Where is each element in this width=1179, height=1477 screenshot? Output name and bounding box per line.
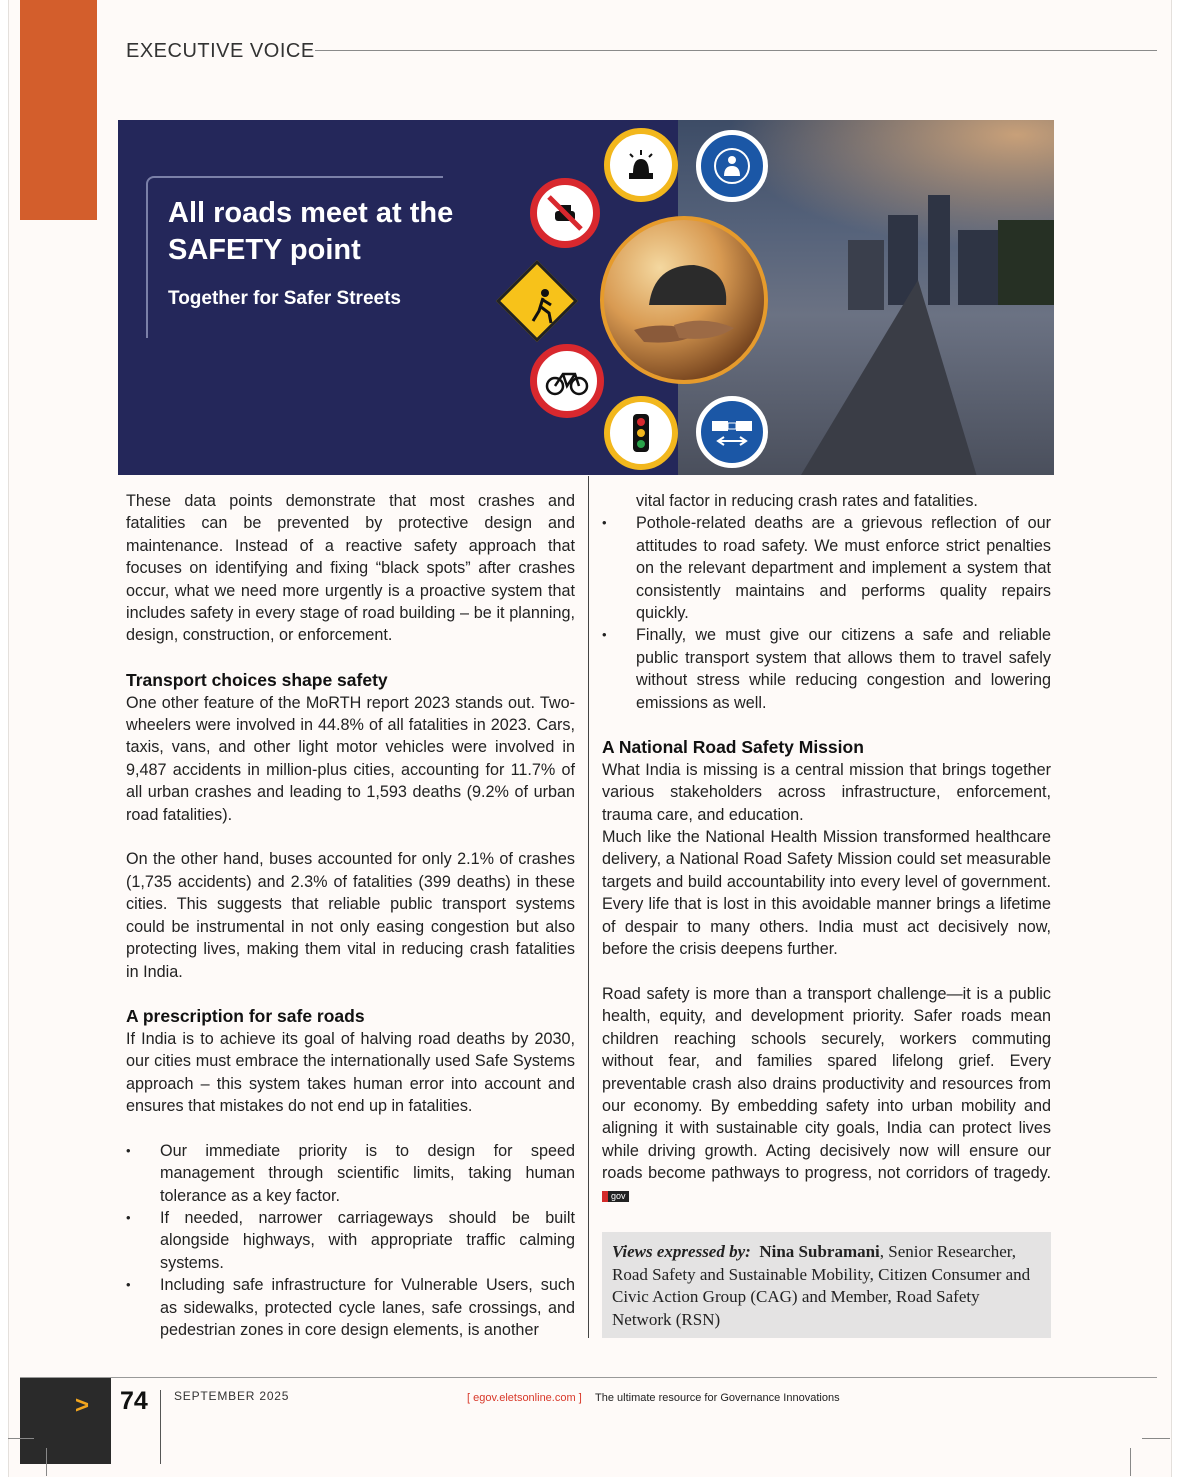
- banner-title: [168, 195, 498, 269]
- section-color-tab: [20, 0, 97, 220]
- prescription-list: [126, 1140, 575, 1342]
- list-item: • Pothole-related deaths are a grievous reflection of our attitudes to road safety. We must enforce strict penalties on the relevant department and implement a system that consistently maintains and performs quality repairs quickly.: [602, 512, 1051, 624]
- right-column: [602, 490, 1051, 1207]
- website-link[interactable]: [ egov.eletsonline.com ]: [467, 1392, 582, 1404]
- footer-tagline: The ultimate resource for Governance Innovations: [595, 1392, 840, 1404]
- list-item: • If needed, narrower carriageways should be built alongside highways, with appropriate traffic calming systems.: [126, 1207, 575, 1274]
- egov-logo-icon: gov: [602, 1191, 629, 1202]
- banner-subtitle: Together for Safer Streets: [168, 288, 401, 309]
- crop-mark: [46, 1448, 47, 1476]
- siren-icon: [604, 128, 678, 202]
- heading-transport-choices: Transport choices shape safety: [126, 670, 388, 691]
- banner-title-line1: All roads meet at the: [168, 197, 454, 229]
- banner-title-line2: SAFETY point: [168, 234, 361, 266]
- author-details: , Senior Researcher, Road Safety and Sustainable Mobility, Citizen Consumer and Civic Action Group (CAG) and Member, Road Safety Network (RSN): [612, 1242, 1031, 1329]
- paragraph-mission-1: What India is missing is a central mission that brings together various stakeholders across infrastructure, enforcement, trauma care, and education.: [602, 760, 1051, 824]
- crop-mark: [1142, 1438, 1170, 1439]
- author-box: [602, 1232, 1051, 1338]
- pedestrian-figure-icon: [519, 283, 569, 333]
- section-heading: EXECUTIVE VOICE: [126, 40, 315, 62]
- child-seat-icon: [696, 130, 768, 202]
- no-phone-driving-icon: [530, 178, 600, 248]
- section-rule: [315, 50, 1157, 51]
- footer-rule: [20, 1377, 1157, 1378]
- crop-mark: [8, 1438, 34, 1439]
- list-item: • Our immediate priority is to design for speed management through scientific limits, taking human tolerance as a key factor.: [126, 1140, 575, 1207]
- right-list: [602, 512, 1051, 714]
- author-name: Nina Subramani: [759, 1242, 880, 1261]
- chevron-right-icon: >: [75, 1392, 90, 1419]
- heading-national-mission: A National Road Safety Mission: [602, 737, 864, 758]
- conclusion-text: Road safety is more than a transport challenge—it is a public health, equity, and development priority. Safer roads mean children reaching schools securely, workers commuting without fear, and families spared lifelong grief. Every preventable crash also drains productivity and resources from our economy. By embedding safety into urban mobility and aligning it with sustainable city goals, India can protect lives while driving growth. Acting decisively now will ensure our roads become pathways to progress, not corridors of tragedy.: [602, 984, 1051, 1183]
- list-item: • Including safe infrastructure for Vulnerable Users, such as sidewalks, protected cycle lanes, safe crossings, and pedestrian zones in core design elements, is another: [126, 1274, 575, 1341]
- footer-divider: [160, 1390, 161, 1464]
- list-item: • Finally, we must give our citizens a safe and reliable public transport system that allows them to travel safely without stress while reducing congestion and lowering emissions as well.: [602, 624, 1051, 714]
- hero-banner: [118, 120, 1054, 475]
- left-column: [126, 490, 575, 1341]
- paragraph-conclusion: [602, 983, 1051, 1207]
- footer-block: [20, 1378, 111, 1464]
- heading-prescription: A prescription for safe roads: [126, 1006, 365, 1027]
- paragraph-transport-1: One other feature of the MoRTH report 2023 stands out. Two-wheelers were involved in 44.8% of all fatalities in 2023. Cars, taxis, vans, and other light motor vehicles were involved in 9,487 accidents in million-plus cities, accounting for 11.7% of all urban crashes and leading to 1,593 deaths (9.2% of urban road fatalities).: [126, 693, 575, 824]
- issue-date: SEPTEMBER 2025: [174, 1389, 290, 1403]
- column-divider: [588, 476, 589, 1338]
- helmet-photo: [600, 216, 768, 384]
- author-label: Views expressed by:: [612, 1242, 751, 1261]
- intro-paragraph: These data points demonstrate that most crashes and fatalities can be prevented by protective design and maintenance. Instead of a reactive safety approach that focuses on identifying and fixing “black spots” after crashes occur, what we need more urgently is a proactive system that includes safety in every stage of road building – be it planning, design, construction, or enforcement.: [126, 492, 575, 645]
- traffic-light-icon: [604, 396, 678, 470]
- paragraph-prescription: If India is to achieve its goal of halving road deaths by 2030, our cities must embrace the internationally used Safe Systems approach – this system takes human error into account and ensures that mistakes do not end up in fatalities.: [126, 1029, 575, 1115]
- paragraph-mission-2: Much like the National Health Mission transformed healthcare delivery, a National Road Safety Mission could set measurable targets and build accountability into every level of government. Every life that is lost in this avoidable manner brings a lifetime of despair to many others. India must act decisively now, before the crisis deepens further.: [602, 828, 1051, 959]
- page-number: 74: [120, 1387, 148, 1415]
- crop-mark: [1130, 1448, 1131, 1476]
- paragraph-transport-2: On the other hand, buses accounted for only 2.1% of crashes (1,735 accidents) and 2.3% of fatalities (399 deaths) in these cities. This suggests that reliable public transport systems could be instrumental in not only easing congestion but also protecting lives, making them vital in reducing crash fatalities in India.: [126, 850, 575, 981]
- seatbelt-icon: [696, 396, 768, 468]
- bicycle-icon: [530, 344, 604, 418]
- bullet-continuation: vital factor in reducing crash rates and fatalities.: [636, 492, 978, 510]
